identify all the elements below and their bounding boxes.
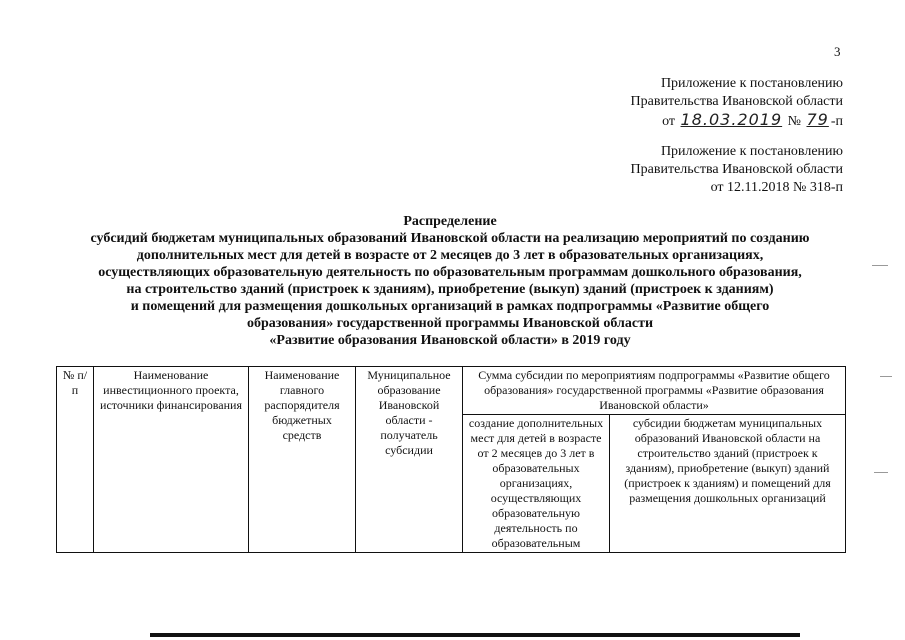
title-line: и помещений для размещения дошкольных организаций в рамках подпрограммы «Развитие общего <box>130 299 770 314</box>
page-number: 3 <box>834 44 841 59</box>
original-line-1: Приложение к постановлению <box>660 144 843 159</box>
table-header-row <box>57 367 846 415</box>
header-budget-administrator: Наименование главного распорядителя бюджетных средств <box>249 367 356 553</box>
subheader-additional-places: создание дополнительных мест для детей в возрасте от 2 месяцев до 3 лет в образовательных организациях, осуществляющих образовательную деятельность по образовательным <box>463 415 610 553</box>
amendment-line-1: Приложение к постановлению <box>660 76 843 91</box>
amendment-line-3 <box>543 111 843 131</box>
header-number: № п/п <box>57 367 94 553</box>
document-title <box>40 213 860 349</box>
number-sign: № <box>787 114 801 129</box>
original-line-3: от 12.11.2018 № 318-п <box>710 180 843 195</box>
amendment-header <box>543 75 843 131</box>
title-line: субсидий бюджетам муниципальных образований Ивановской области на реализацию мероприятий по созданию <box>90 231 810 246</box>
from-prefix: от <box>662 114 676 129</box>
title-line: на строительство зданий (пристроек к зданиям), приобретение (выкуп) зданий (пристроек к зданиям) <box>126 282 774 297</box>
handwritten-number: 79 <box>806 110 829 129</box>
header-subsidy-sum: Сумма субсидии по мероприятиям подпрограммы «Развитие общего образования» государственной программы «Развитие образования Ивановской области» <box>463 367 846 415</box>
handwritten-date: 18.03.2019 <box>680 110 783 129</box>
scan-mark <box>872 265 888 266</box>
original-line-2: Правительства Ивановской области <box>630 162 843 177</box>
header-project-name: Наименование инвестиционного проекта, источники финансирования <box>94 367 249 553</box>
amendment-line-2: Правительства Ивановской области <box>630 94 843 109</box>
scan-mark <box>880 376 892 377</box>
subheader-construction-subsidies: субсидии бюджетам муниципальных образований Ивановской области на строительство зданий (пристроек к зданиям), приобретение (выкуп) зданий (пристроек к зданиям) и помещений для размещения дошкольных организаций <box>610 415 846 553</box>
header-municipality: Муниципальное образование Ивановской области - получатель субсидии <box>356 367 463 553</box>
title-line: «Развитие образования Ивановской области» в 2019 году <box>269 333 631 348</box>
number-suffix: -п <box>830 114 843 129</box>
title-line: осуществляющих образовательную деятельность по образовательным программам дошкольного образования, <box>98 265 802 280</box>
title-line: дополнительных мест для детей в возрасте от 2 месяцев до 3 лет в образовательных организациях, <box>136 248 764 263</box>
bottom-rule <box>150 633 800 637</box>
original-header <box>543 143 843 197</box>
title-heading: Распределение <box>403 214 497 229</box>
title-line: образования» государственной программы Ивановской области <box>246 316 654 331</box>
scan-mark <box>874 472 888 473</box>
subsidy-table <box>56 366 846 553</box>
